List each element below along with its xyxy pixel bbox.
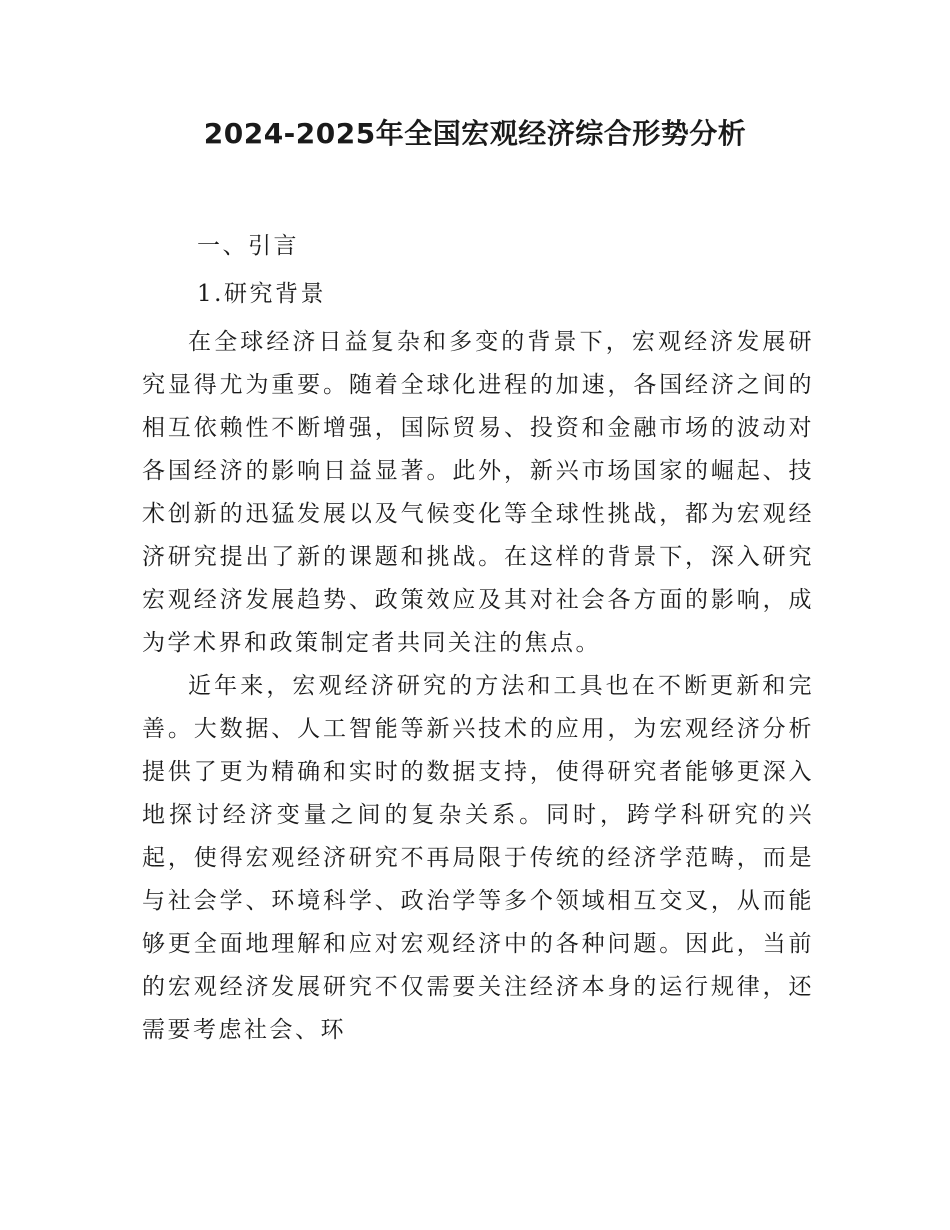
- document-body: [142, 225, 814, 1052]
- section-heading: 一、引言: [197, 233, 299, 259]
- paragraph-2: 近年来，宏观经济研究的方法和工具也在不断更新和完善。大数据、人工智能等新兴技术的应用，为宏观经济分析提供了更为精确和实时的数据支持，使得研究者能够更深入地探讨经济变量之间的复杂关系。同时，跨学科研究的兴起，使得宏观经济研究不再局限于传统的经济学范畴，而是与社会学、环境科学、政治学等多个领域相互交叉，从而能够更全面地理解和应对宏观经济中的各种问题。因此，当前的宏观经济发展研究不仅需要关注经济本身的运行规律，还需要考虑社会、环: [142, 673, 814, 1043]
- paragraph-1: 在全球经济日益复杂和多变的背景下，宏观经济发展研究显得尤为重要。随着全球化进程的加速，各国经济之间的相互依赖性不断增强，国际贸易、投资和金融市场的波动对各国经济的影响日益显著。此外，新兴市场国家的崛起、技术创新的迅猛发展以及气候变化等全球性挑战，都为宏观经济研究提出了新的课题和挑战。在这样的背景下，深入研究宏观经济发展趋势、政策效应及其对社会各方面的影响，成为学术界和政策制定者共同关注的焦点。: [142, 329, 814, 656]
- subsection-heading: 1.研究背景: [197, 281, 326, 307]
- document-title: 2024-2025年全国宏观经济综合形势分析: [203, 117, 747, 150]
